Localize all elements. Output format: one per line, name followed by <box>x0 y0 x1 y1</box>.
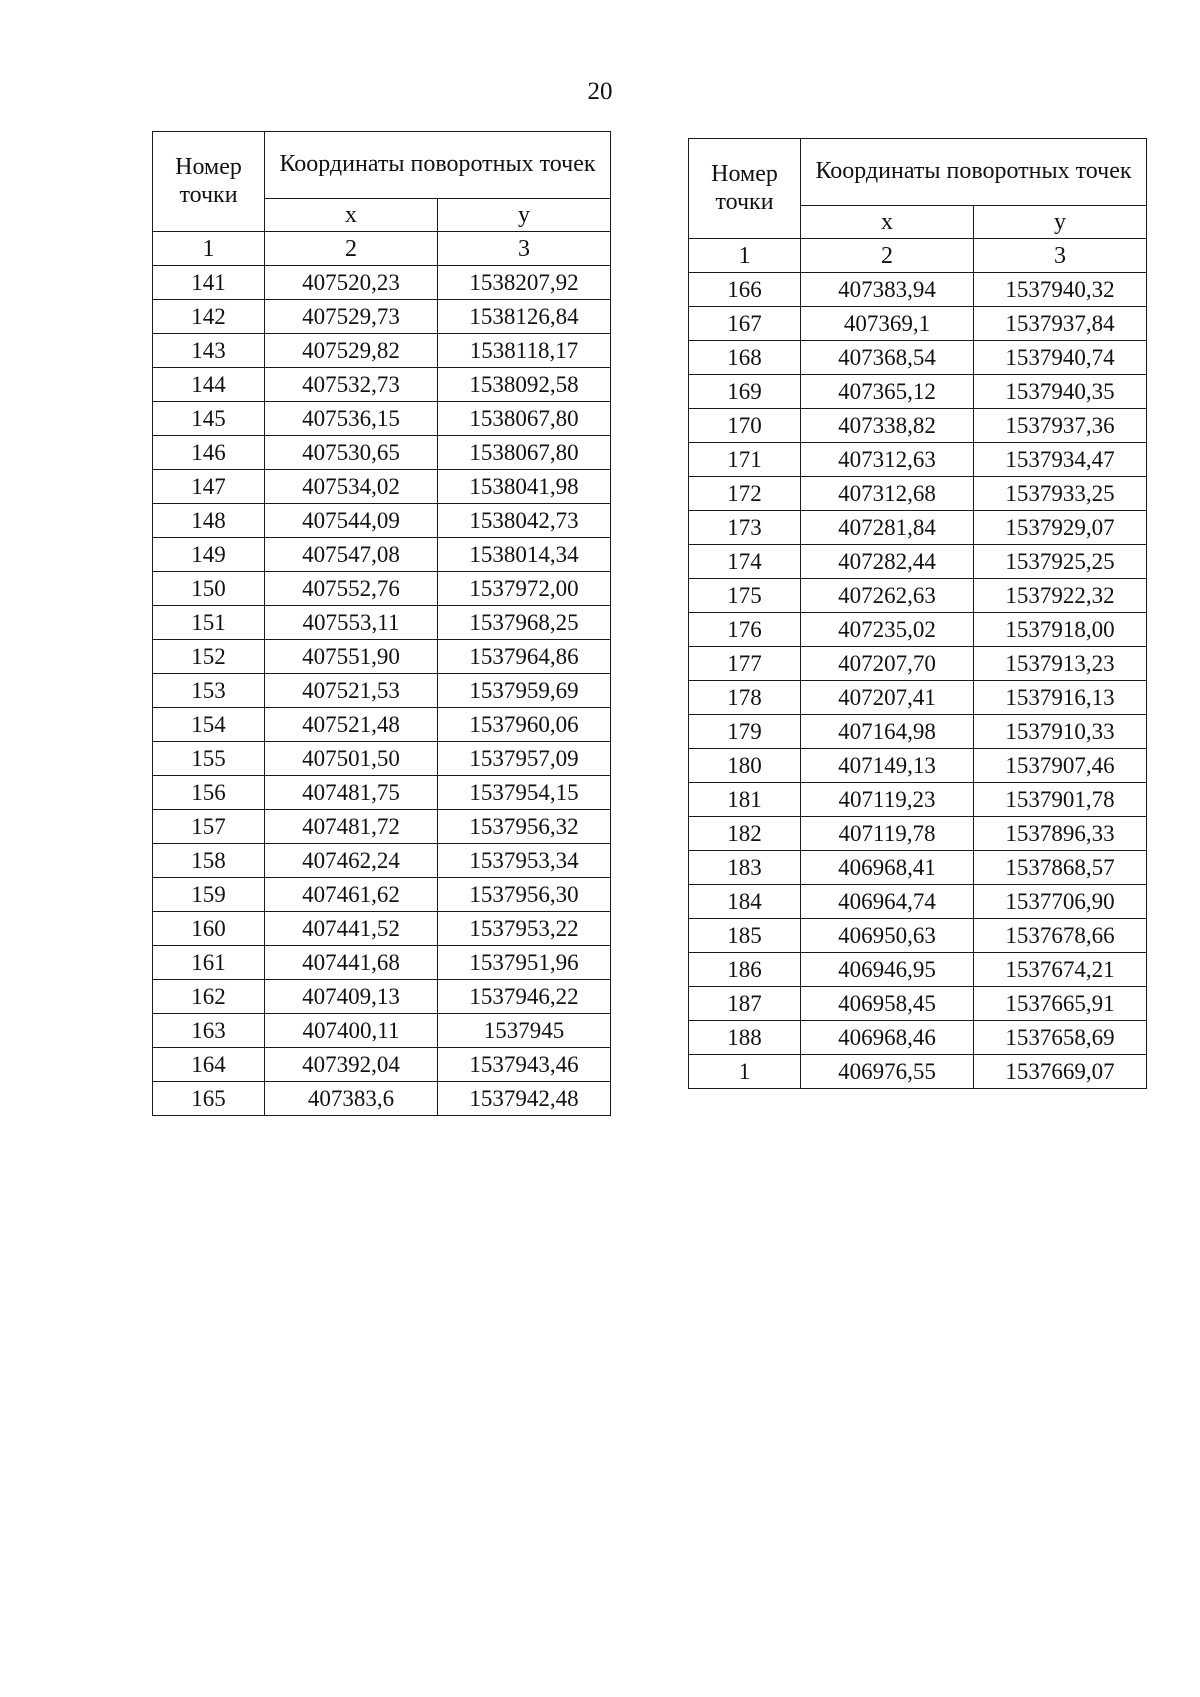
table-row <box>689 987 1147 1021</box>
table-row <box>689 545 1147 579</box>
x-coordinate-cell: 406968,41 <box>801 851 974 885</box>
x-coordinate-cell: 407521,48 <box>265 708 438 742</box>
x-coordinate-cell: 407383,6 <box>265 1082 438 1116</box>
point-number-cell: 166 <box>689 273 801 307</box>
y-coordinate-cell: 1537658,69 <box>974 1021 1147 1055</box>
point-number-cell: 188 <box>689 1021 801 1055</box>
point-number-cell: 186 <box>689 953 801 987</box>
header-col-1: 1 <box>689 239 801 273</box>
x-coordinate-cell: 407119,78 <box>801 817 974 851</box>
point-number-cell: 163 <box>153 1014 265 1048</box>
header-col-3: 3 <box>438 232 611 266</box>
point-number-cell: 167 <box>689 307 801 341</box>
y-coordinate-cell: 1537934,47 <box>974 443 1147 477</box>
y-coordinate-cell: 1537907,46 <box>974 749 1147 783</box>
x-coordinate-cell: 407149,13 <box>801 749 974 783</box>
y-coordinate-cell: 1537896,33 <box>974 817 1147 851</box>
point-number-cell: 162 <box>153 980 265 1014</box>
point-number-cell: 177 <box>689 647 801 681</box>
point-number-cell: 165 <box>153 1082 265 1116</box>
y-coordinate-cell: 1537940,74 <box>974 341 1147 375</box>
header-col-2: 2 <box>801 239 974 273</box>
y-coordinate-cell: 1537956,30 <box>438 878 611 912</box>
x-coordinate-cell: 407551,90 <box>265 640 438 674</box>
header-col-2: 2 <box>265 232 438 266</box>
table-row <box>689 341 1147 375</box>
table-row <box>689 409 1147 443</box>
table-row <box>153 776 611 810</box>
point-number-cell: 147 <box>153 470 265 504</box>
x-coordinate-cell: 407312,68 <box>801 477 974 511</box>
x-coordinate-cell: 407281,84 <box>801 511 974 545</box>
table-row <box>153 266 611 300</box>
x-coordinate-cell: 407532,73 <box>265 368 438 402</box>
y-coordinate-cell: 1538092,58 <box>438 368 611 402</box>
point-number-cell: 158 <box>153 844 265 878</box>
coordinates-table-right <box>688 138 1147 1089</box>
x-coordinate-cell: 407365,12 <box>801 375 974 409</box>
table-row <box>153 946 611 980</box>
x-coordinate-cell: 407529,73 <box>265 300 438 334</box>
table-row <box>689 511 1147 545</box>
table-row <box>153 878 611 912</box>
point-number-cell: 150 <box>153 572 265 606</box>
y-coordinate-cell: 1537953,22 <box>438 912 611 946</box>
x-coordinate-cell: 407312,63 <box>801 443 974 477</box>
y-coordinate-cell: 1537933,25 <box>974 477 1147 511</box>
table-row <box>689 647 1147 681</box>
table-row <box>153 980 611 1014</box>
point-number-cell: 182 <box>689 817 801 851</box>
y-coordinate-cell: 1537946,22 <box>438 980 611 1014</box>
x-coordinate-cell: 407235,02 <box>801 613 974 647</box>
x-coordinate-cell: 407369,1 <box>801 307 974 341</box>
x-coordinate-cell: 407400,11 <box>265 1014 438 1048</box>
y-coordinate-cell: 1537674,21 <box>974 953 1147 987</box>
page-number: 20 <box>587 78 613 105</box>
x-coordinate-cell: 407441,68 <box>265 946 438 980</box>
x-coordinate-cell: 407544,09 <box>265 504 438 538</box>
point-number-cell: 160 <box>153 912 265 946</box>
x-coordinate-cell: 407368,54 <box>801 341 974 375</box>
table-row <box>689 375 1147 409</box>
x-coordinate-cell: 407409,13 <box>265 980 438 1014</box>
x-coordinate-cell: 407481,72 <box>265 810 438 844</box>
x-coordinate-cell: 407119,23 <box>801 783 974 817</box>
header-coordinates: Координаты поворотных точек <box>265 132 611 199</box>
y-coordinate-cell: 1537916,13 <box>974 681 1147 715</box>
x-coordinate-cell: 407481,75 <box>265 776 438 810</box>
table-row <box>153 708 611 742</box>
point-number-cell: 173 <box>689 511 801 545</box>
table-row <box>689 307 1147 341</box>
y-coordinate-cell: 1537957,09 <box>438 742 611 776</box>
x-coordinate-cell: 407529,82 <box>265 334 438 368</box>
y-coordinate-cell: 1537937,36 <box>974 409 1147 443</box>
table-row <box>153 1048 611 1082</box>
point-number-cell: 183 <box>689 851 801 885</box>
y-coordinate-cell: 1537943,46 <box>438 1048 611 1082</box>
y-coordinate-cell: 1538067,80 <box>438 402 611 436</box>
x-coordinate-cell: 406964,74 <box>801 885 974 919</box>
x-coordinate-cell: 406968,46 <box>801 1021 974 1055</box>
point-number-cell: 178 <box>689 681 801 715</box>
table-row <box>153 606 611 640</box>
x-coordinate-cell: 407282,44 <box>801 545 974 579</box>
point-number-cell: 153 <box>153 674 265 708</box>
point-number-cell: 151 <box>153 606 265 640</box>
y-coordinate-cell: 1537960,06 <box>438 708 611 742</box>
y-coordinate-cell: 1537678,66 <box>974 919 1147 953</box>
x-coordinate-cell: 407501,50 <box>265 742 438 776</box>
point-number-cell: 157 <box>153 810 265 844</box>
point-number-cell: 152 <box>153 640 265 674</box>
table-row <box>689 1021 1147 1055</box>
point-number-cell: 184 <box>689 885 801 919</box>
y-coordinate-cell: 1537951,96 <box>438 946 611 980</box>
header-point-number: Номер точки <box>689 139 801 239</box>
point-number-cell: 144 <box>153 368 265 402</box>
x-coordinate-cell: 407536,15 <box>265 402 438 436</box>
table-row <box>689 477 1147 511</box>
x-coordinate-cell: 407207,41 <box>801 681 974 715</box>
table-body-left <box>153 266 611 1116</box>
y-coordinate-cell: 1537913,23 <box>974 647 1147 681</box>
y-coordinate-cell: 1537953,34 <box>438 844 611 878</box>
y-coordinate-cell: 1538118,17 <box>438 334 611 368</box>
x-coordinate-cell: 407392,04 <box>265 1048 438 1082</box>
table-row <box>153 1082 611 1116</box>
table-row <box>153 912 611 946</box>
point-number-cell: 181 <box>689 783 801 817</box>
point-number-cell: 169 <box>689 375 801 409</box>
y-coordinate-cell: 1538126,84 <box>438 300 611 334</box>
table-row <box>153 436 611 470</box>
table-row <box>689 817 1147 851</box>
table-row <box>689 953 1147 987</box>
y-coordinate-cell: 1538014,34 <box>438 538 611 572</box>
table-row <box>689 273 1147 307</box>
x-coordinate-cell: 407441,52 <box>265 912 438 946</box>
table-row <box>153 572 611 606</box>
point-number-cell: 171 <box>689 443 801 477</box>
point-number-cell: 164 <box>153 1048 265 1082</box>
y-coordinate-cell: 1538067,80 <box>438 436 611 470</box>
point-number-cell: 154 <box>153 708 265 742</box>
point-number-cell: 174 <box>689 545 801 579</box>
table-row <box>689 783 1147 817</box>
x-coordinate-cell: 407520,23 <box>265 266 438 300</box>
point-number-cell: 156 <box>153 776 265 810</box>
point-number-cell: 159 <box>153 878 265 912</box>
point-number-cell: 180 <box>689 749 801 783</box>
y-coordinate-cell: 1537937,84 <box>974 307 1147 341</box>
table-row <box>153 538 611 572</box>
header-y: y <box>974 206 1147 239</box>
y-coordinate-cell: 1538207,92 <box>438 266 611 300</box>
y-coordinate-cell: 1537964,86 <box>438 640 611 674</box>
y-coordinate-cell: 1537942,48 <box>438 1082 611 1116</box>
y-coordinate-cell: 1537940,35 <box>974 375 1147 409</box>
table-row <box>689 613 1147 647</box>
y-coordinate-cell: 1537669,07 <box>974 1055 1147 1089</box>
point-number-cell: 149 <box>153 538 265 572</box>
x-coordinate-cell: 407262,63 <box>801 579 974 613</box>
table-row <box>153 402 611 436</box>
x-coordinate-cell: 407553,11 <box>265 606 438 640</box>
point-number-cell: 172 <box>689 477 801 511</box>
table-row <box>153 640 611 674</box>
x-coordinate-cell: 406950,63 <box>801 919 974 953</box>
y-coordinate-cell: 1537868,57 <box>974 851 1147 885</box>
point-number-cell: 185 <box>689 919 801 953</box>
table-row <box>153 504 611 538</box>
x-coordinate-cell: 407338,82 <box>801 409 974 443</box>
table-row <box>153 300 611 334</box>
point-number-cell: 168 <box>689 341 801 375</box>
y-coordinate-cell: 1537925,25 <box>974 545 1147 579</box>
header-coordinates: Координаты поворотных точек <box>801 139 1147 206</box>
table-row <box>153 1014 611 1048</box>
x-coordinate-cell: 407383,94 <box>801 273 974 307</box>
y-coordinate-cell: 1537665,91 <box>974 987 1147 1021</box>
x-coordinate-cell: 406958,45 <box>801 987 974 1021</box>
x-coordinate-cell: 407164,98 <box>801 715 974 749</box>
table-row <box>689 443 1147 477</box>
point-number-cell: 145 <box>153 402 265 436</box>
y-coordinate-cell: 1537901,78 <box>974 783 1147 817</box>
y-coordinate-cell: 1537959,69 <box>438 674 611 708</box>
table-row <box>153 674 611 708</box>
y-coordinate-cell: 1537954,15 <box>438 776 611 810</box>
point-number-cell: 155 <box>153 742 265 776</box>
point-number-cell: 175 <box>689 579 801 613</box>
y-coordinate-cell: 1537929,07 <box>974 511 1147 545</box>
y-coordinate-cell: 1537922,32 <box>974 579 1147 613</box>
point-number-cell: 1 <box>689 1055 801 1089</box>
y-coordinate-cell: 1537940,32 <box>974 273 1147 307</box>
point-number-cell: 176 <box>689 613 801 647</box>
x-coordinate-cell: 407521,53 <box>265 674 438 708</box>
table-row <box>153 470 611 504</box>
header-x: x <box>801 206 974 239</box>
table-row <box>689 1055 1147 1089</box>
y-coordinate-cell: 1538042,73 <box>438 504 611 538</box>
x-coordinate-cell: 406976,55 <box>801 1055 974 1089</box>
table-row <box>689 851 1147 885</box>
table-body-right <box>689 273 1147 1089</box>
x-coordinate-cell: 407530,65 <box>265 436 438 470</box>
y-coordinate-cell: 1537910,33 <box>974 715 1147 749</box>
point-number-cell: 187 <box>689 987 801 1021</box>
x-coordinate-cell: 407534,02 <box>265 470 438 504</box>
table-row <box>689 885 1147 919</box>
table-row <box>689 715 1147 749</box>
table-row <box>689 749 1147 783</box>
header-col-1: 1 <box>153 232 265 266</box>
table-row <box>153 334 611 368</box>
table-row <box>689 579 1147 613</box>
table-row <box>153 742 611 776</box>
x-coordinate-cell: 407547,08 <box>265 538 438 572</box>
y-coordinate-cell: 1537968,25 <box>438 606 611 640</box>
y-coordinate-cell: 1537918,00 <box>974 613 1147 647</box>
header-col-3: 3 <box>974 239 1147 273</box>
header-point-number: Номер точки <box>153 132 265 232</box>
point-number-cell: 161 <box>153 946 265 980</box>
point-number-cell: 143 <box>153 334 265 368</box>
table-row <box>153 844 611 878</box>
table-row <box>689 919 1147 953</box>
point-number-cell: 170 <box>689 409 801 443</box>
x-coordinate-cell: 407461,62 <box>265 878 438 912</box>
x-coordinate-cell: 407207,70 <box>801 647 974 681</box>
point-number-cell: 179 <box>689 715 801 749</box>
header-x: x <box>265 199 438 232</box>
point-number-cell: 148 <box>153 504 265 538</box>
y-coordinate-cell: 1537956,32 <box>438 810 611 844</box>
x-coordinate-cell: 407552,76 <box>265 572 438 606</box>
x-coordinate-cell: 407462,24 <box>265 844 438 878</box>
table-row <box>153 368 611 402</box>
table-row <box>153 810 611 844</box>
point-number-cell: 141 <box>153 266 265 300</box>
y-coordinate-cell: 1538041,98 <box>438 470 611 504</box>
coordinates-table-left <box>152 131 611 1116</box>
y-coordinate-cell: 1537972,00 <box>438 572 611 606</box>
table-row <box>689 681 1147 715</box>
header-y: y <box>438 199 611 232</box>
point-number-cell: 142 <box>153 300 265 334</box>
x-coordinate-cell: 406946,95 <box>801 953 974 987</box>
y-coordinate-cell: 1537945 <box>438 1014 611 1048</box>
y-coordinate-cell: 1537706,90 <box>974 885 1147 919</box>
point-number-cell: 146 <box>153 436 265 470</box>
